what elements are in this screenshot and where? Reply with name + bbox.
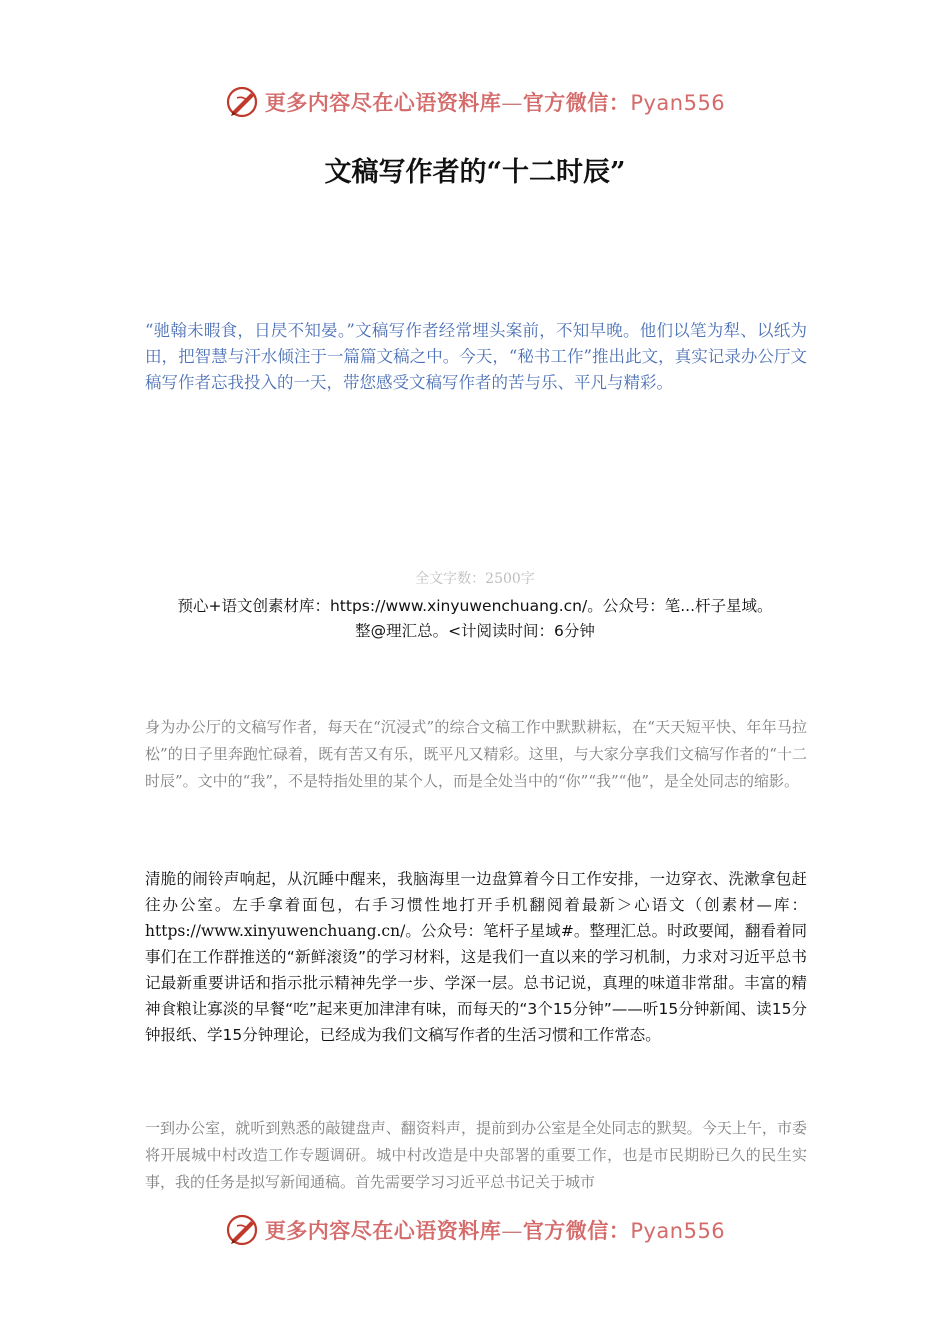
paragraph-2-text-b: 。公众号：笔杆子星域#。整理汇总。时政要闻，翻看着同事们在工作群推送的“新鲜滚烫”的学习材料，这是我们一直以来的学习机制，力求对习近平总书记最新重要讲话和指示批示精神先学一步、学深一层。总书记说，真理的味道非常甜。丰富的精神食粮让寡淡的早餐“吃”起来更加津津有味，而每天的“3个15分钟”——听15分钟新闻、读15分钟报纸、学15分钟理论，已经成为我们文稿写作者的生活习惯和工作常态。 bbox=[145, 922, 807, 1044]
banner-brand: 更多内容尽在心语资料库 bbox=[264, 1218, 502, 1243]
banner-brand: 更多内容尽在心语资料库 bbox=[264, 90, 502, 115]
paragraph-2-url: https://www.xinyuwenchuang.cn/ bbox=[145, 922, 406, 940]
body-paragraph-3: 一到办公室，就听到熟悉的敲键盘声、翻资料声，提前到办公室是全处同志的默契。今天上午，市委将开展城中村改造工作专题调研。城中村改造是中央部署的重要工作，也是市民期盼已久的民生实事，我的任务是拟写新闻通稿。首先需要学习习近平总书记关于城市 bbox=[145, 1119, 807, 1191]
banner-dash: — bbox=[501, 91, 523, 115]
body-paragraph-1: 身为办公厅的文稿写作者，每天在“沉浸式”的综合文稿工作中默默耕耘，在“天天短平快、年年马拉松”的日子里奔跑忙碌着，既有苦又有乐，既平凡又精彩。这里，与大家分享我们文稿写作者的“十二时辰”。文中的“我”，不是特指处里的某个人，而是全处当中的“你”“我”“他”，是全处同志的缩影。 bbox=[145, 718, 807, 790]
banner-official-label: 官方微信： bbox=[522, 90, 631, 115]
banner-official-label: 官方微信： bbox=[522, 1218, 631, 1243]
body-paragraph-2 bbox=[145, 866, 807, 1048]
word-count: 全文字数：2500字 bbox=[415, 571, 535, 587]
banner-wechat-id: Pyan556 bbox=[630, 91, 726, 115]
pen-in-circle-icon bbox=[225, 1212, 261, 1248]
page-title: 文稿写作者的“十二时辰” bbox=[324, 157, 626, 188]
footer-watermark-banner bbox=[0, 1210, 950, 1250]
promo-line-2: 整@理汇总。<计阅读时间：6分钟 bbox=[355, 622, 595, 640]
banner-wechat-id: Pyan556 bbox=[630, 1219, 726, 1243]
promo-notice bbox=[0, 594, 950, 644]
pen-in-circle-icon bbox=[225, 84, 261, 120]
banner-dash: — bbox=[501, 1219, 523, 1243]
promo-line-1: 预心+语文创素材库：https://www.xinyuwenchuang.cn/。公众号：笔...杆子星域。 bbox=[177, 597, 773, 615]
paragraph-2-text-a: 清脆的闹铃声响起，从沉睡中醒来，我脑海里一边盘算着今日工作安排，一边穿衣、洗漱拿包赶往办公室。左手拿着面包，右手习惯性地打开手机翻阅着最新＞心语文（创素材—库： bbox=[145, 870, 807, 914]
header-watermark-banner bbox=[0, 82, 950, 122]
intro-paragraph: “驰翰未暇食，日昃不知晏。”文稿写作者经常埋头案前，不知早晚。他们以笔为犁、以纸为田，把智慧与汗水倾注于一篇篇文稿之中。今天，“秘书工作”推出此文，真实记录办公厅文稿写作者忘我投入的一天，带您感受文稿写作者的苦与乐、平凡与精彩。 bbox=[145, 321, 807, 392]
